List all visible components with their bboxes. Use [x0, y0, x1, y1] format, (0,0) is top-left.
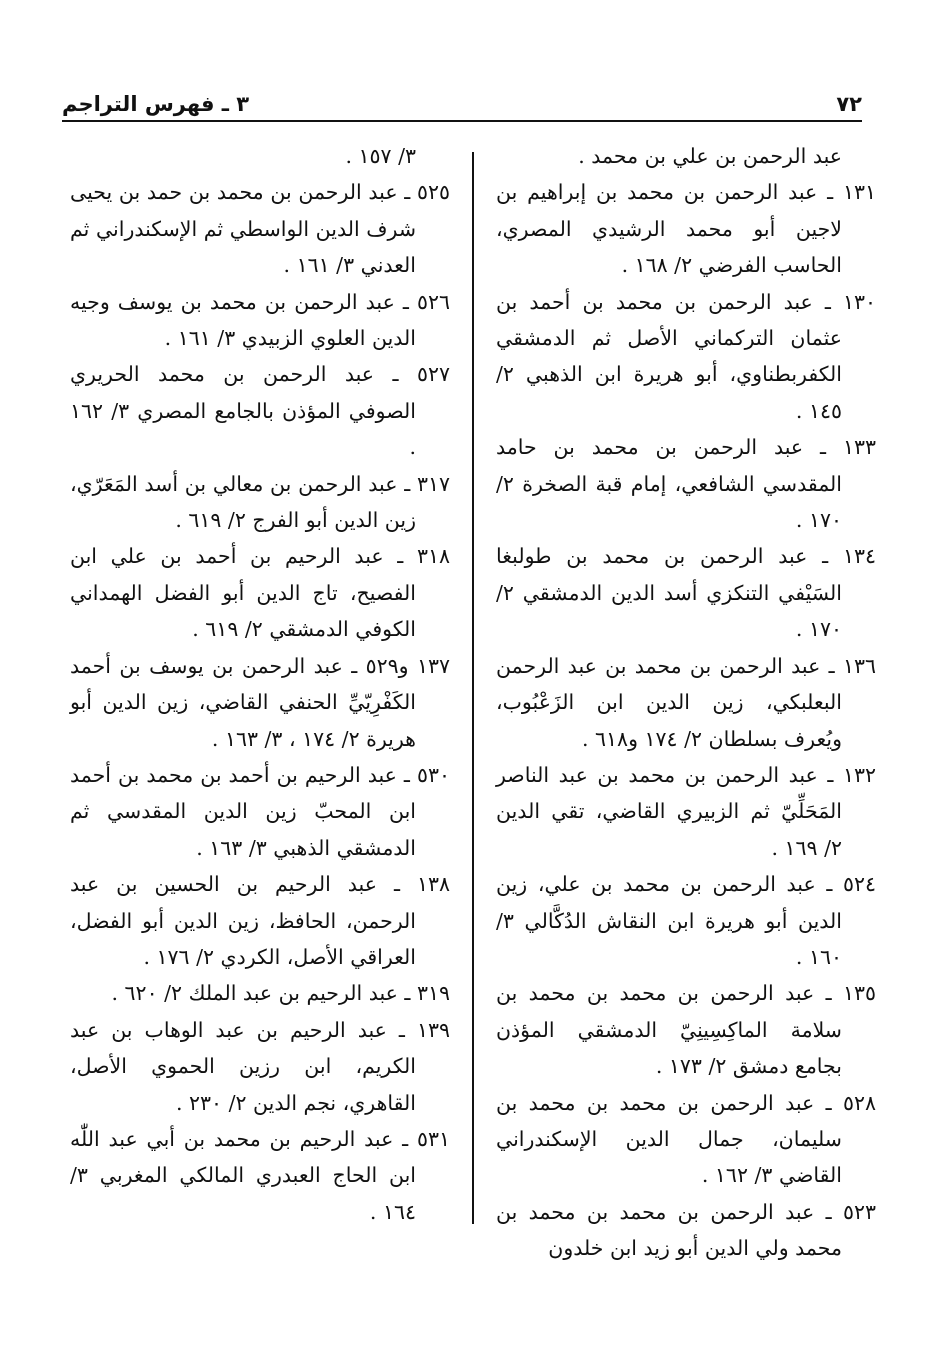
header-divider: [62, 120, 862, 122]
index-entry: عبد الرحمن بن علي بن محمد .: [578, 144, 842, 168]
index-entry: ١٣٨ ـ عبد الرحيم بن الحسين بن عبد الرحمن، الحافظ، زين الدين أبو الفضل، العراقي الأصل، الكردي ٢/ ١٧٦ .: [70, 872, 450, 969]
column-divider: [472, 152, 474, 1224]
index-entry: ١٣٦ ـ عبد الرحمن بن محمد بن عبد الرحمن البعلبكي، زين الدين ابن الزَعْبُوب، ويُعرف بسلطان ٢/ ١٧٤ و٦١٨ .: [496, 653, 876, 751]
index-entry: ١٣٧ و٥٢٩ ـ عبد الرحمن بن يوسف بن أحمد الكَفْرِيّيِّ الحنفي القاضي، زين الدين أبو هريرة ٢/ ١٧٤ ، ٣/ ١٦٣ .: [70, 653, 450, 751]
index-entry: ٥٢٥ ـ عبد الرحمن بن محمد بن حمد بن يحيى شرف الدين الواسطي ثم الإسكندراني ثم العدني ٣/ ١٦١ .: [70, 180, 450, 278]
index-entry: ٥٢٣ ـ عبد الرحمن بن محمد بن محمد بن محمد ولي الدين أبو زيد ابن خلدون: [496, 1199, 876, 1261]
index-entry: ١٣١ ـ عبد الرحمن بن محمد بن إبراهيم بن لاجين أبو محمد الرشيدي المصري، الحاسب الفرضي ٢/ ١٦٨ .: [496, 180, 876, 278]
index-entry: ١٣٩ ـ عبد الرحيم بن عبد الوهاب بن عبد الكريم، ابن رزين الحموي الأصل، القاهري، نجم الدين ٢/ ٢٣٠ .: [70, 1017, 450, 1115]
index-entry: ٥٣٠ ـ عبد الرحيم بن أحمد بن محمد بن أحمد ابن المحبّ زين الدين المقدسي ثم الدمشقي الذهبي ٣/ ١٦٣ .: [70, 762, 450, 860]
index-entry: ٥٢٤ ـ عبد الرحمن بن محمد بن علي، زين الدين أبو هريرة ابن النقاش الدُكَّالي ٣/ ١٦٠ .: [496, 872, 876, 969]
index-entry: ١٣٣ ـ عبد الرحمن بن محمد بن حامد المقدسي الشافعي، إمام قبة الصخرة ٢/ ١٧٠ .: [496, 435, 876, 533]
index-entry: ١٣٥ ـ عبد الرحمن بن محمد بن محمد بن سلامة الماكِسِينِيّ الدمشقي المؤذن بجامع دمشق ٢/ ١٧٣ .: [496, 981, 876, 1079]
index-entry: ٣١٨ ـ عبد الرحيم بن أحمد بن علي ابن الفصيح، تاج الدين أبو الفضل الهمداني الكوفي الدمشقي ٢/ ٦١٩ .: [70, 544, 450, 642]
page-header: [62, 80, 862, 116]
section-title: ٣ ـ فهرس التراجم: [62, 92, 250, 116]
page-number: ٧٢: [836, 92, 862, 116]
index-entry: ٥٢٧ ـ عبد الرحمن بن محمد الحريري الصوفي المؤذن بالجامع المصري ٣/ ١٦٢ .: [70, 362, 450, 460]
index-entry: ٣١٧ ـ عبد الرحمن بن معالي بن أسد المَعَرّي، زين الدين أبو الفرج ٢/ ٦١٩ .: [70, 471, 450, 533]
index-entry: ١٣٠ ـ عبد الرحمن بن محمد بن أحمد بن عثمان التركماني الأصل ثم الدمشقي الكفربطناوي، أبو هريرة ابن الذهبي ٢/ ١٤٥ .: [496, 289, 876, 423]
left-column: [70, 138, 450, 1230]
index-entry: ٥٢٦ ـ عبد الرحمن بن محمد بن يوسف وجيه الدين العلوي الزبيدي ٣/ ١٦١ .: [70, 289, 450, 351]
right-column: [496, 138, 876, 1267]
index-entry: ٥٣١ ـ عبد الرحيم بن محمد بن أبي عبد اللّٰه ابن الحاج العبدري المالكي المغربي ٣/ ١٦٤ .: [70, 1126, 450, 1224]
index-entry: ١٣٢ ـ عبد الرحمن بن محمد بن عبد الناصر المَحَلِّيّ ثم الزبيري القاضي، تقي الدين ٢/ ١٦٩ .: [496, 762, 876, 860]
index-entry: ٣١٩ ـ عبد الرحيم بن عبد الملك ٢/ ٦٢٠ .: [111, 981, 450, 1006]
index-entry: ١٣٤ ـ عبد الرحمن بن محمد بن طولبغا السَيْفي التنكزي أسد الدين الدمشقي ٢/ ١٧٠ .: [496, 544, 876, 642]
index-entry: ٥٢٨ ـ عبد الرحمن بن محمد بن محمد بن سليمان، جمال الدين الإسكندراني القاضي ٣/ ١٦٢ .: [496, 1090, 876, 1188]
index-entry: ٣/ ١٥٧ .: [345, 144, 416, 168]
